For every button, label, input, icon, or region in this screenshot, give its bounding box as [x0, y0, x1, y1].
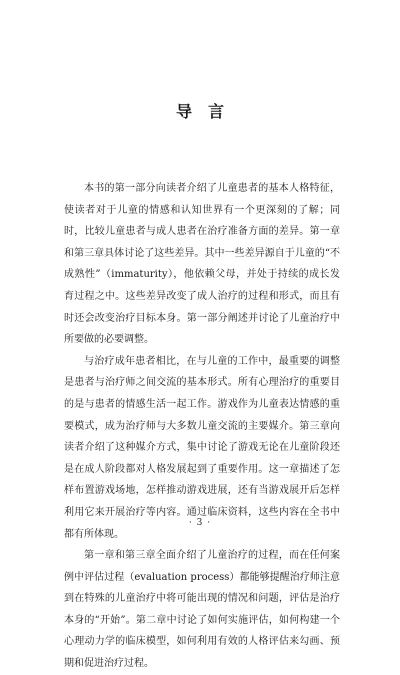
page-number: · 3 · — [188, 518, 212, 528]
page-title: 导言 — [175, 102, 240, 121]
paragraph-1: 本书的第一部分向读者介绍了儿童患者的基本人格特征，使读者对于儿童的情感和认知世界有一个更深刻的了解；同时，比较儿童患者与成人患者在治疗准备方面的差异。第一章和第三章具体讨论了这些差异。其中一些差异源自于儿童的“不成熟性”（immaturity），他依赖父母，并处于持续的成长发育过程之中。这些差异改变了成人治疗的过程和形式，而且有时还会改变治疗目标本身。第一部分阐述并讨论了儿童治疗中所要做的必要调整。 — [64, 183, 340, 346]
paragraph-3: 第一章和第三章全面介绍了儿童治疗的过程，而在任何案例中评估过程（evaluation process）都能够提醒治疗师注意到在特殊的儿童治疗中将可能出现的情况和问题，评估是治疗本身的“开始”。第二章中讨论了如何实施评估，如何构建一个心理动力学的临床模型，如何利用有效的人格评估来勾画、预期和促进治疗过程。 — [64, 550, 340, 670]
body-text — [64, 178, 340, 675]
paragraph-2: 与治疗成年患者相比，在与儿童的工作中，最重要的调整是患者与治疗师之间交流的基本形式。所有心理治疗的重要目的是与患者的情感生活一起工作。游戏作为儿童表达情感的重要模式，成为治疗师与大多数儿童交流的主要媒介。第三章向读者介绍了这种媒介方式，集中讨论了游戏无论在儿童阶段还是在成人阶段都对人格发展起到了重要作用。这一章描述了怎样布置游戏场地，怎样推动游戏进展，还有当游戏展开后怎样利用它来开展治疗等内容。通过临床资料，这些内容在全书中都有所体现。 — [64, 355, 340, 540]
